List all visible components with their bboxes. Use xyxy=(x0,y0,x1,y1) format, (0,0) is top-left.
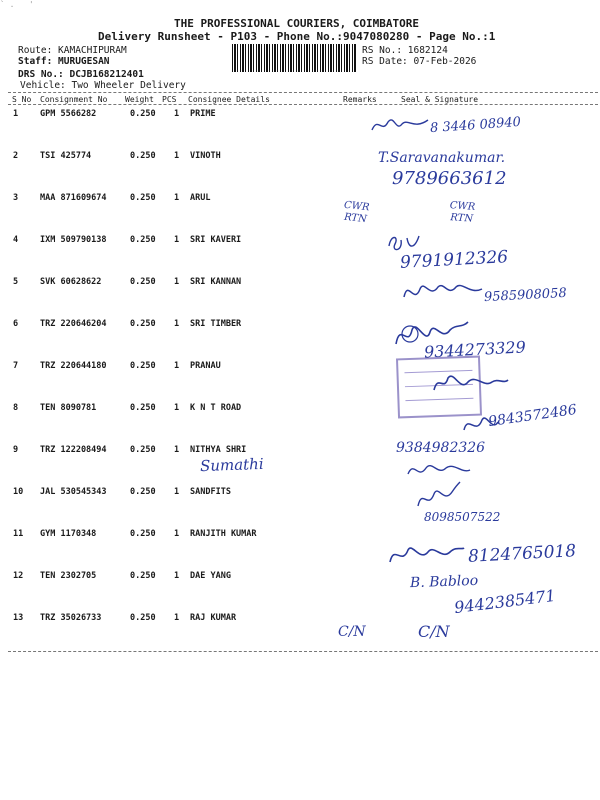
name-row2: T.Saravanakumar. xyxy=(378,150,506,166)
row-consignment: GYM 1170348 xyxy=(40,529,97,539)
row-pcs: 1 xyxy=(174,361,180,371)
row-consignment: TRZ 35026733 xyxy=(40,613,102,623)
name-row12: B. Babloo xyxy=(409,572,479,592)
row-sno: 9 xyxy=(13,445,19,455)
phone-row8: 9843572486 xyxy=(487,401,578,431)
col-weight: Weight xyxy=(125,95,154,104)
header-divider-top xyxy=(8,92,598,93)
row-consignee: VINOTH xyxy=(190,151,221,161)
table-row xyxy=(0,613,600,655)
row-weight: 0.250 xyxy=(130,403,156,413)
barcode xyxy=(232,44,356,72)
row-consignee: NITHYA SHRI xyxy=(190,445,247,455)
row-pcs: 1 xyxy=(174,529,180,539)
row-consignment: TSI 425774 xyxy=(40,151,92,161)
seal-row13: C/N xyxy=(418,622,450,641)
rs-date: RS Date: 07-Feb-2026 xyxy=(362,56,477,67)
col-pcs: PCS xyxy=(162,95,177,104)
signature-row1 xyxy=(368,112,432,138)
remark-row3: CWR RTN xyxy=(343,199,370,226)
row-sno: 7 xyxy=(13,361,19,371)
corner-mark: ` . ' xyxy=(0,0,34,9)
row-consignment: TRZ 220644180 xyxy=(40,361,107,371)
col-consignee: Consignee Details xyxy=(188,95,270,104)
table-row xyxy=(0,193,600,235)
row-sno: 4 xyxy=(13,235,19,245)
consignee-sign-row9: Sumathi xyxy=(199,454,264,476)
row-sno: 6 xyxy=(13,319,19,329)
row-pcs: 1 xyxy=(174,445,180,455)
col-remarks: Remarks xyxy=(343,95,377,104)
row-pcs: 1 xyxy=(174,319,180,329)
row-weight: 0.250 xyxy=(130,151,156,161)
row-pcs: 1 xyxy=(174,571,180,581)
remark-row13: C/N xyxy=(338,624,366,640)
row-consignee: SRI KAVERI xyxy=(190,235,242,245)
phone-row6: 9344273329 xyxy=(423,337,527,362)
row-pcs: 1 xyxy=(174,487,180,497)
col-seal: Seal & Signature xyxy=(401,95,479,104)
row-consignment: GPM 5566282 xyxy=(40,109,97,119)
row-pcs: 1 xyxy=(174,151,180,161)
row-consignment: IXM 509790138 xyxy=(40,235,107,245)
col-consignment: Consignment No xyxy=(40,95,108,104)
row-pcs: 1 xyxy=(174,277,180,287)
table-row xyxy=(0,361,600,403)
row-weight: 0.250 xyxy=(130,109,156,119)
vehicle-label: Vehicle: Two Wheeler Delivery xyxy=(20,80,186,91)
row-consignment: JAL 530545343 xyxy=(40,487,107,497)
row-weight: 0.250 xyxy=(130,613,156,623)
row-pcs: 1 xyxy=(174,403,180,413)
row-consignee: SRI TIMBER xyxy=(190,319,242,329)
company-title: THE PROFESSIONAL COURIERS, COIMBATORE xyxy=(174,17,420,30)
signature-row4 xyxy=(385,232,425,254)
row-consignment: SVK 60628622 xyxy=(40,277,102,287)
row-weight: 0.250 xyxy=(130,529,156,539)
row-consignment: TRZ 220646204 xyxy=(40,319,107,329)
row-consignee: K N T ROAD xyxy=(190,403,242,413)
phone-row1: 8 3446 08940 xyxy=(429,114,522,137)
row-pcs: 1 xyxy=(174,613,180,623)
row-pcs: 1 xyxy=(174,109,180,119)
row-sno: 11 xyxy=(13,529,24,539)
row-consignee: DAE YANG xyxy=(190,571,231,581)
signature-row9 xyxy=(404,458,474,482)
row-weight: 0.250 xyxy=(130,445,156,455)
row-consignment: MAA 871609674 xyxy=(40,193,107,203)
row-sno: 13 xyxy=(13,613,24,623)
header-divider-bottom xyxy=(8,104,598,105)
row-consignee: RAJ KUMAR xyxy=(190,613,237,623)
phone-row10: 8098507522 xyxy=(424,510,501,524)
staff-label: Staff: MURUGESAN xyxy=(18,56,110,67)
row-weight: 0.250 xyxy=(130,319,156,329)
phone-row11: 8124765018 xyxy=(467,541,577,567)
signature-row11 xyxy=(386,540,466,570)
col-sno: S No xyxy=(12,95,32,104)
seal-row3: CWR RTN xyxy=(449,200,476,225)
row-sno: 5 xyxy=(13,277,19,287)
row-consignee: PRANAU xyxy=(190,361,221,371)
row-sno: 3 xyxy=(13,193,19,203)
table-row xyxy=(0,151,600,193)
phone-row2: 9789663612 xyxy=(392,168,507,189)
row-consignee: ARUL xyxy=(190,193,211,203)
phone-row9: 9384982326 xyxy=(396,440,486,456)
signature-row7 xyxy=(430,368,510,398)
phone-row4: 9791912326 xyxy=(399,247,509,273)
row-consignee: SRI KANNAN xyxy=(190,277,242,287)
table-row xyxy=(0,487,600,529)
row-weight: 0.250 xyxy=(130,193,156,203)
row-sno: 2 xyxy=(13,151,19,161)
row-pcs: 1 xyxy=(174,235,180,245)
row-consignee: SANDFITS xyxy=(190,487,231,497)
signature-row5 xyxy=(400,277,484,307)
row-consignee: PRIME xyxy=(190,109,216,119)
row-sno: 1 xyxy=(13,109,19,119)
row-weight: 0.250 xyxy=(130,487,156,497)
row-sno: 12 xyxy=(13,571,24,581)
row-weight: 0.250 xyxy=(130,571,156,581)
phone-row5: 9585908058 xyxy=(483,285,568,306)
row-sno: 8 xyxy=(13,403,19,413)
drs-number: DRS No.: DCJB168212401 xyxy=(18,69,144,80)
runsheet-subtitle: Delivery Runsheet - P103 - Phone No.:9047080280 - Page No.:1 xyxy=(98,30,496,43)
row-pcs: 1 xyxy=(174,193,180,203)
row-weight: 0.250 xyxy=(130,235,156,245)
row-consignee: RANJITH KUMAR xyxy=(190,529,257,539)
table-row xyxy=(0,235,600,277)
table-bottom-divider xyxy=(8,651,598,652)
table-row xyxy=(0,445,600,487)
row-consignment: TEN 2302705 xyxy=(40,571,97,581)
route-label: Route: KAMACHIPURAM xyxy=(18,45,127,56)
row-sno: 10 xyxy=(13,487,24,497)
row-consignment: TEN 8090781 xyxy=(40,403,97,413)
rs-number: RS No.: 1682124 xyxy=(362,45,448,56)
row-consignment: TRZ 122208494 xyxy=(40,445,107,455)
row-weight: 0.250 xyxy=(130,361,156,371)
phone-row12: 9442385471 xyxy=(453,585,557,618)
row-weight: 0.250 xyxy=(130,277,156,287)
